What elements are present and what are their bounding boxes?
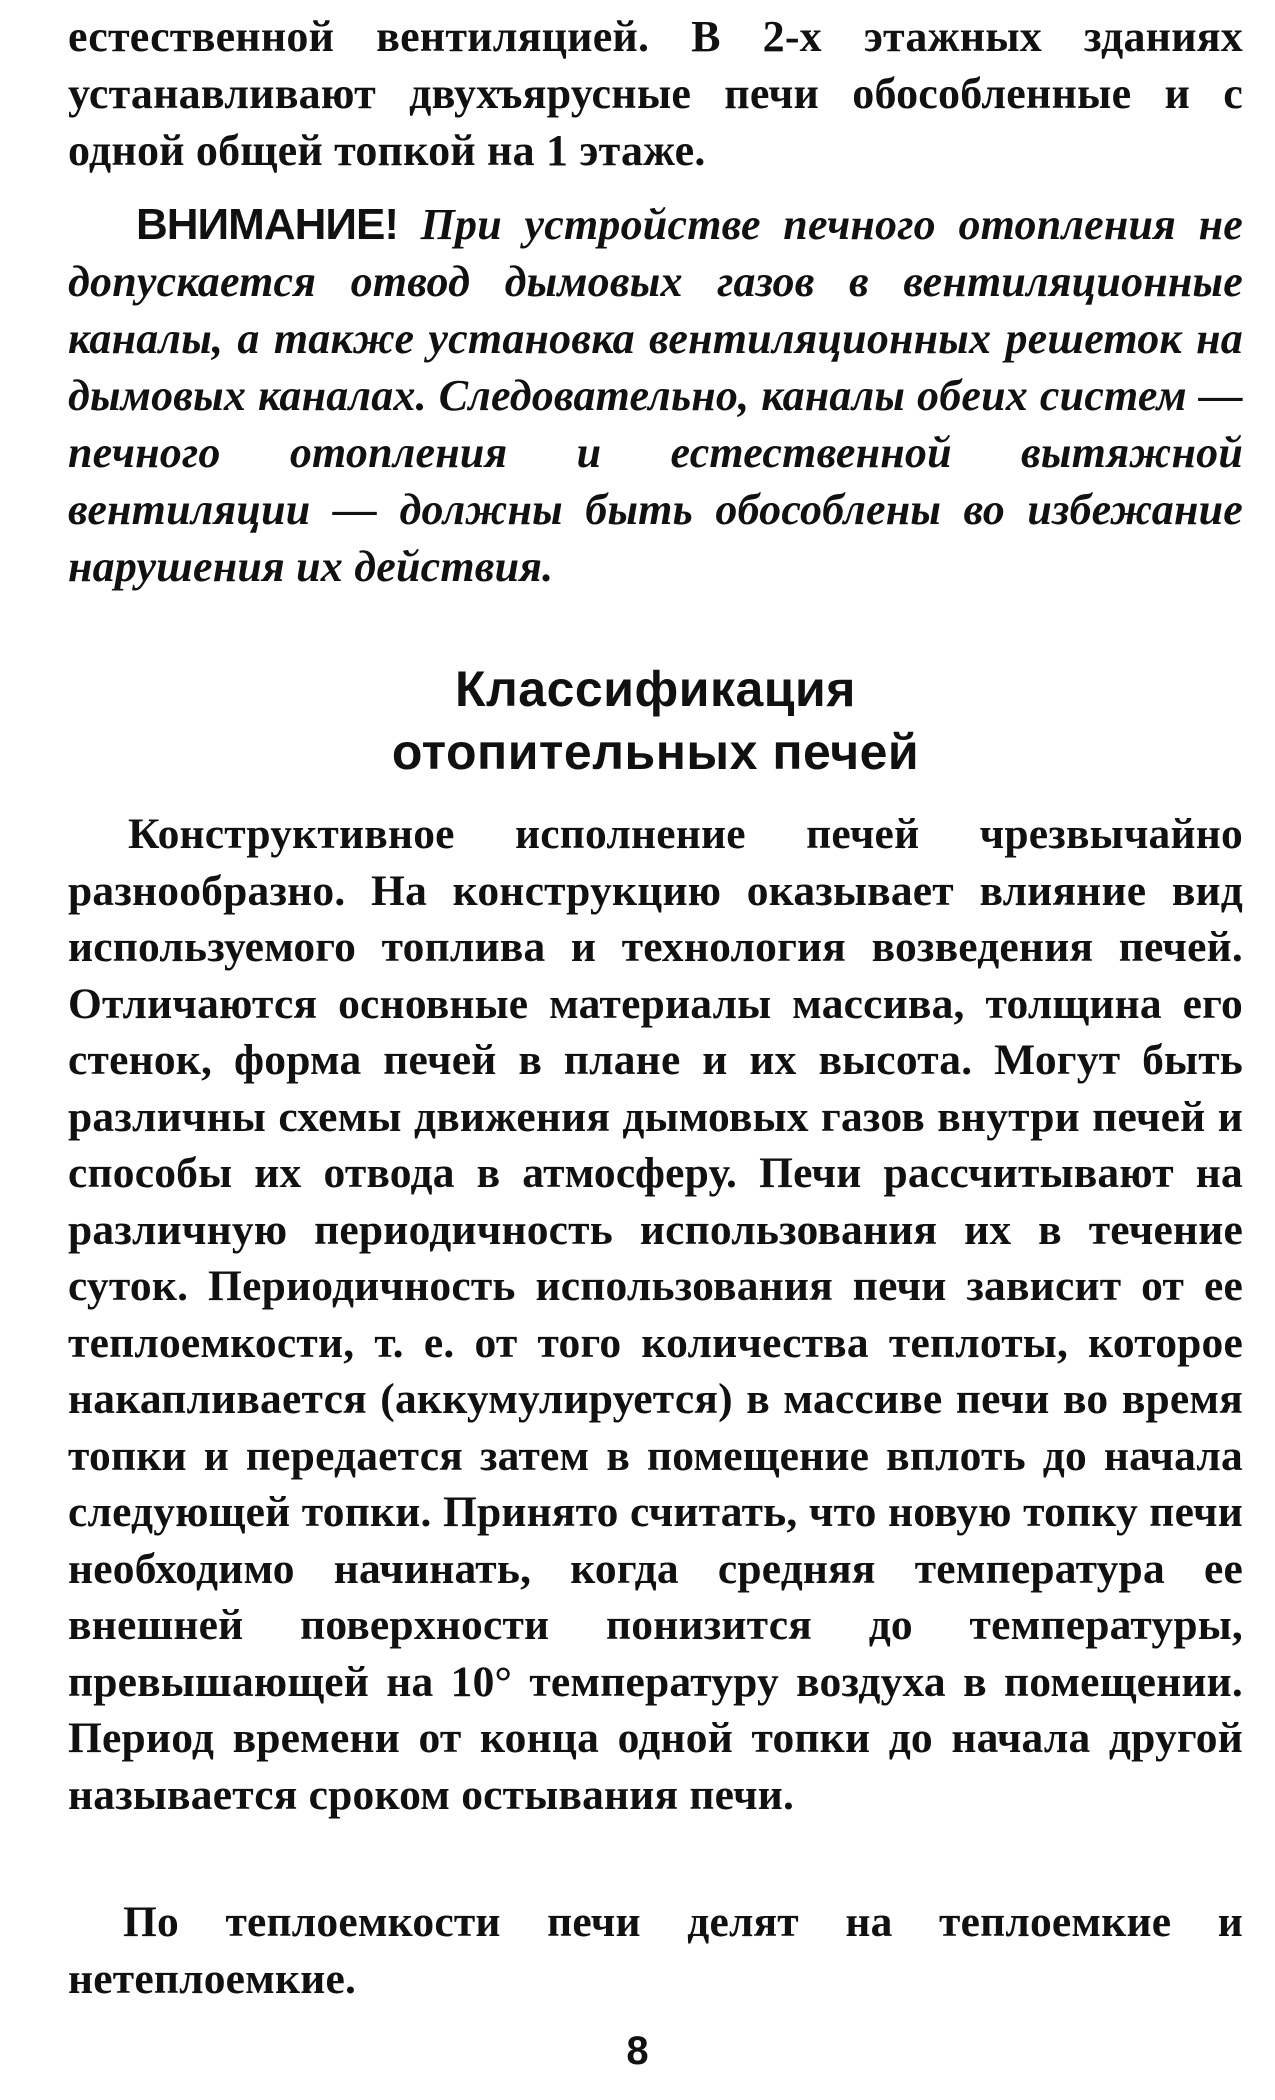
- attention-text: При устройстве печного отопления не допускается отвод дымовых газов в вентиляционные каналы, а также установка вентиляционных решеток на дымовых каналах. Следовательно, каналы обеих систем — печного отопления и естественной вытяжной вентиляции — должны быть обособлены во избежание нарушения их действия.: [68, 200, 1243, 591]
- body-paragraph-1: [68, 806, 1243, 1823]
- intro-paragraph: [68, 8, 1243, 179]
- section-heading: [68, 658, 1243, 784]
- body-paragraph-2: [68, 1894, 1243, 2007]
- intro-paragraph-text: естественной вентиляцией. В 2-х этажных зданиях устанавливают двухъярусные печи обособленные и с одной общей топкой на 1 этаже.: [68, 12, 1243, 175]
- page-number: 8: [626, 2029, 649, 2073]
- body-paragraph-2-text: По теплоемкости печи делят на теплоемкие и нетеплоемкие.: [68, 1898, 1243, 2003]
- body-paragraph-1-text: Конструктивное исполнение печей чрезвычайно разнообразно. На конструкцию оказывает влияние вид используемого топлива и технология возведения печей. Отличаются основные материалы массива, толщина его стенок, форма печей в плане и их высота. Могут быть различны схемы движения дымовых газов внутри печей и способы их отвода в атмосферу. Печи рассчитывают на различную периодичность использования их в течение суток. Периодичность использования печи зависит от ее теплоемкости, т. е. от того количества теплоты, которое накапливается (аккумулируется) в массиве печи во время топки и передается затем в помещение вплоть до начала следующей топки. Принято считать, что новую топку печи необходимо начинать, когда средняя температура ее внешней поверхности понизится до температуры, превышающей на 10° температуру воздуха в помещении. Период времени от конца одной топки до начала другой называется сроком остывания печи.: [68, 810, 1243, 1819]
- attention-note: [68, 196, 1243, 595]
- section-heading-line-2: отопительных печей: [391, 724, 920, 780]
- attention-lead: ВНИМАНИЕ!: [136, 200, 399, 249]
- section-heading-line-1: Классификация: [455, 661, 856, 717]
- attention-paragraph: [68, 196, 1243, 595]
